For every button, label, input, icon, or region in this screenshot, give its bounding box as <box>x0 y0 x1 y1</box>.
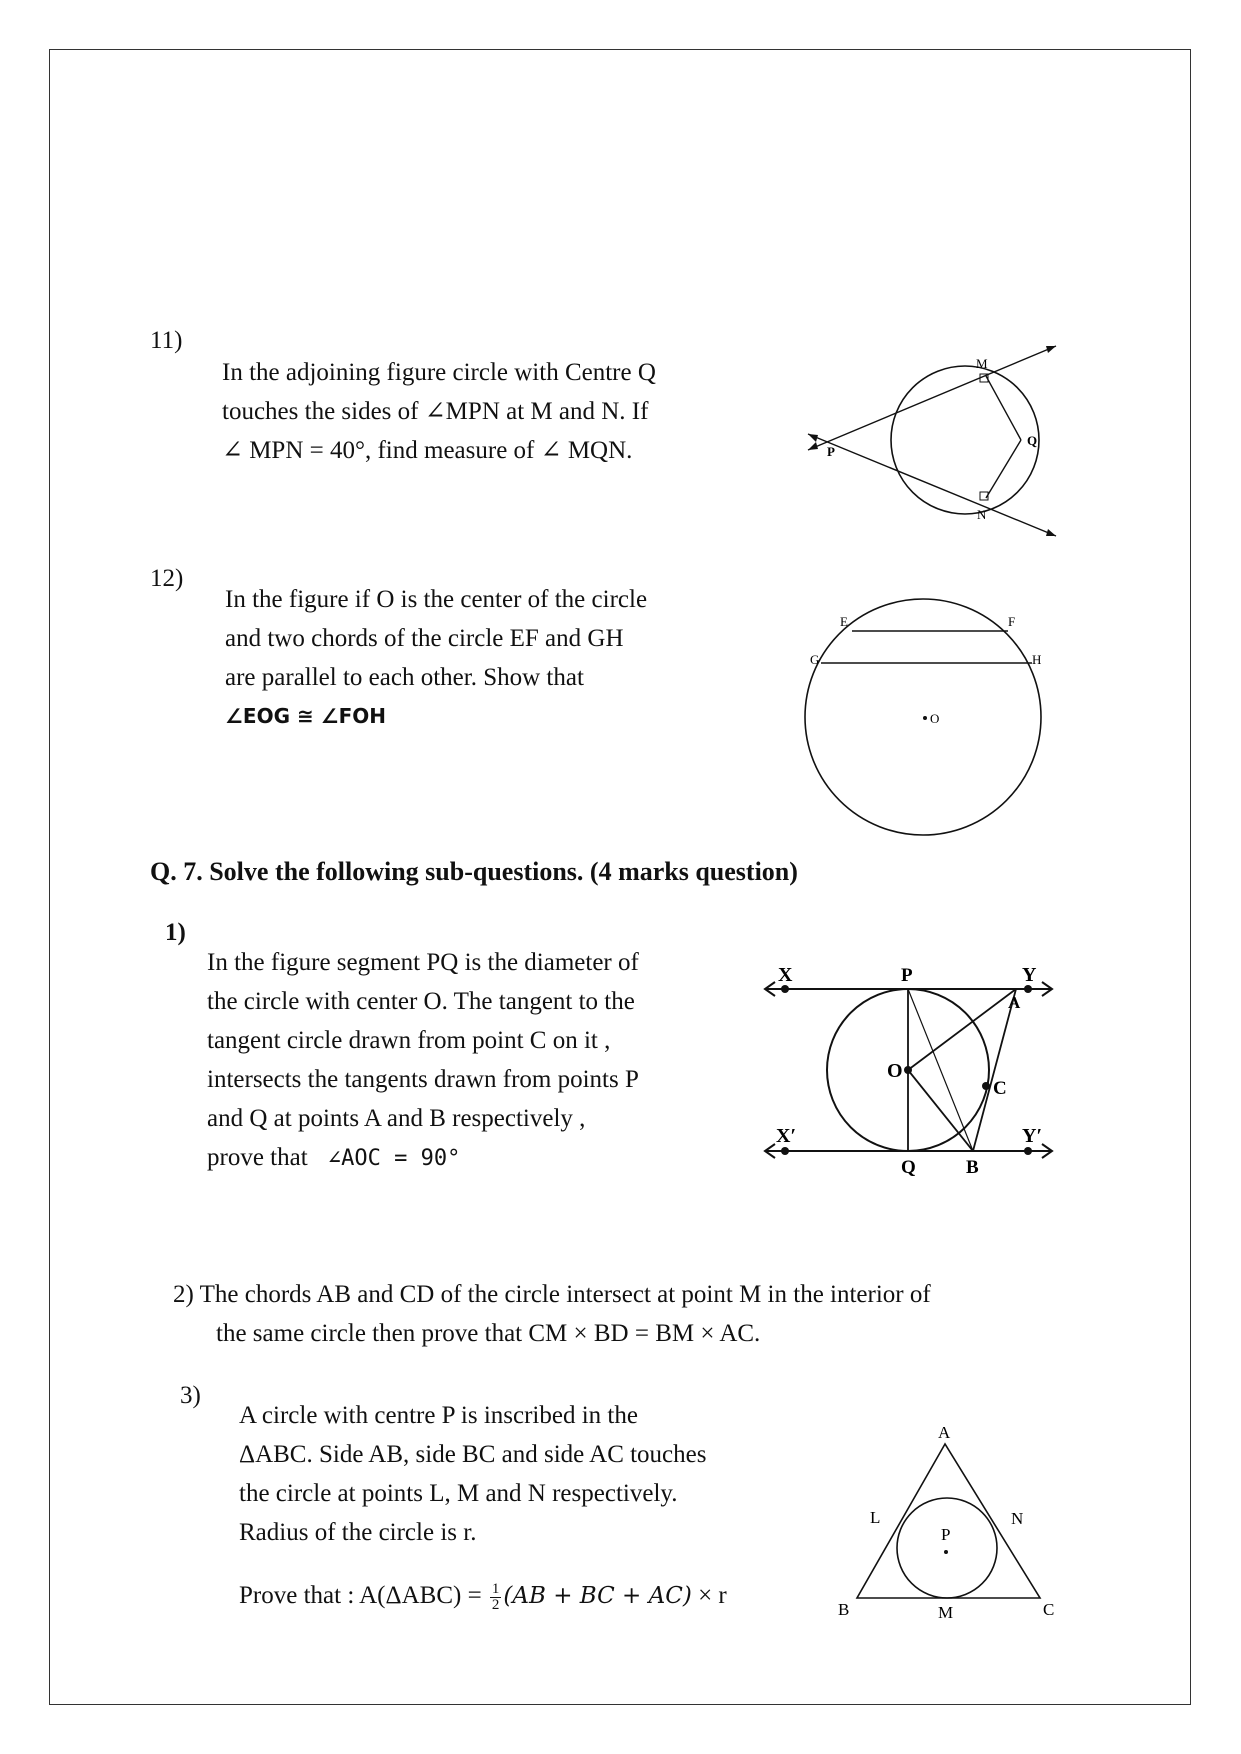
q7-3-fraction-den: 2 <box>491 1596 500 1613</box>
q12-label-e: E <box>840 614 848 629</box>
q12-figure <box>805 600 1045 850</box>
q12-label-g: G <box>810 652 820 667</box>
q7-1-point-y2 <box>1024 1147 1032 1155</box>
q7-2-number: 2) <box>173 1281 194 1308</box>
q7-3-figure <box>830 1420 1070 1620</box>
q7-3-label-n: N <box>1011 1509 1024 1528</box>
q7-1-point-c <box>982 1082 990 1090</box>
q12-text-line-1: In the figure if O is the center of the circle <box>225 586 648 613</box>
q11-label-m: M <box>976 356 988 371</box>
q7-3-text-line-1: A circle with centre P is inscribed in the <box>239 1402 638 1429</box>
q11-text-line-3: ∠ MPN = 40°, find measure of ∠ MQN. <box>222 437 633 464</box>
q12-circle <box>805 599 1041 835</box>
q7-3-label-b: B <box>838 1600 850 1619</box>
q12-label-o: O <box>930 711 940 726</box>
q7-1-prove-math: ∠AOC = 90° <box>327 1146 461 1171</box>
q7-1-label-y: Y <box>1022 964 1037 986</box>
q7-1-label-b: B <box>966 1157 979 1178</box>
q7-1-label-x: X <box>778 964 793 986</box>
q7-3-text-line-4: Radius of the circle is r. <box>239 1519 477 1546</box>
q7-2-text-line-2: the same circle then prove that CM × BD = BM × AC. <box>216 1320 761 1347</box>
q7-3-number: 3) <box>180 1382 201 1409</box>
q12-label-h: H <box>1032 652 1042 667</box>
q11-label-q: Q <box>1027 433 1038 448</box>
q7-1-label-o: O <box>887 1060 903 1082</box>
q7-3-text-line-2: ΔABC. Side AB, side BC and side AC touches <box>239 1441 707 1468</box>
q7-1-text-line-3: tangent circle drawn from point C on it , <box>207 1027 611 1054</box>
q11-arrow-right-bottom <box>1046 529 1056 536</box>
q11-radius-qn <box>986 440 1021 498</box>
q7-1-label-x2: X′ <box>776 1125 797 1147</box>
q7-1-segment-ob <box>908 1070 973 1151</box>
q12-text-line-3: are parallel to each other. Show that <box>225 664 584 691</box>
q7-1-point-x2 <box>781 1147 789 1155</box>
q7-1-point-x <box>781 985 789 993</box>
q12-label-f: F <box>1008 614 1016 629</box>
section-heading: Q. 7. Solve the following sub-questions. (4 marks question) <box>150 857 798 886</box>
q7-1-point-o <box>904 1066 912 1074</box>
q7-3-prove-suffix: × r <box>698 1582 727 1609</box>
q7-1-segment-pb <box>908 989 973 1151</box>
q7-1-label-a: A <box>1008 993 1021 1012</box>
q7-1-text-line-1: In the figure segment PQ is the diameter of <box>207 949 639 976</box>
q11-arrow-right-top <box>1046 346 1056 353</box>
q7-3-label-m: M <box>938 1603 954 1622</box>
q7-3-center-dot <box>944 1550 948 1554</box>
q7-3-label-c: C <box>1043 1600 1055 1619</box>
q7-3-prove-expr: (AB + BC + AC) <box>503 1583 692 1609</box>
q7-3-fraction-num: 1 <box>491 1580 500 1597</box>
q11-label-p: P <box>827 444 835 459</box>
q7-1-tangent-ab <box>973 989 1016 1151</box>
q7-3-label-l: L <box>870 1508 881 1527</box>
q7-3-text-line-3: the circle at points L, M and N respectively. <box>239 1480 678 1507</box>
q7-1-label-c: C <box>993 1078 1007 1099</box>
q7-1-label-y2: Y′ <box>1022 1125 1043 1147</box>
q12-center-dot <box>923 716 927 720</box>
q7-1-label-q: Q <box>901 1157 916 1178</box>
q7-3-label-a: A <box>938 1423 951 1442</box>
q11-figure <box>800 330 1060 540</box>
q11-arrow-left-top <box>808 442 818 450</box>
q11-label-n: N <box>977 507 987 522</box>
q7-1-prove-line <box>207 1138 460 1178</box>
q7-3-incircle <box>897 1498 997 1598</box>
q11-tangent-pn <box>808 434 1056 536</box>
q7-1-label-p: P <box>901 965 913 986</box>
q7-1-point-y <box>1024 985 1032 993</box>
q12-math: ∠EOG ≅ ∠FOH <box>225 704 387 728</box>
q12-text-line-2: and two chords of the circle EF and GH <box>225 625 624 652</box>
q7-2-text-line-1 <box>173 1275 931 1314</box>
q11-text-line-2: touches the sides of ∠MPN at M and N. If <box>222 398 649 425</box>
q7-1-figure <box>760 955 1060 1178</box>
q11-text-line-1: In the adjoining figure circle with Centre Q <box>222 359 656 386</box>
q12-number: 12) <box>150 565 184 592</box>
q11-tangent-pm <box>808 346 1056 450</box>
q11-arrow-left-bottom <box>808 434 818 442</box>
q7-3-prove-line <box>239 1576 727 1616</box>
q7-1-text-line-5: and Q at points A and B respectively , <box>207 1105 586 1132</box>
q11-circle <box>891 366 1039 514</box>
q7-3-label-p: P <box>941 1525 951 1544</box>
q7-3-prove-prefix: Prove that : A(ΔABC) = <box>239 1582 482 1609</box>
q11-number: 11) <box>150 327 183 354</box>
q7-1-text-line-4: intersects the tangents drawn from points P <box>207 1066 639 1093</box>
q7-1-text-line-2: the circle with center O. The tangent to the <box>207 988 635 1015</box>
q7-1-number: 1) <box>165 919 186 946</box>
q7-1-prove-prefix: prove that <box>207 1144 308 1171</box>
q7-3-fraction <box>490 1582 502 1613</box>
q7-2-line-1: The chords AB and CD of the circle intersect at point M in the interior of <box>199 1281 931 1308</box>
